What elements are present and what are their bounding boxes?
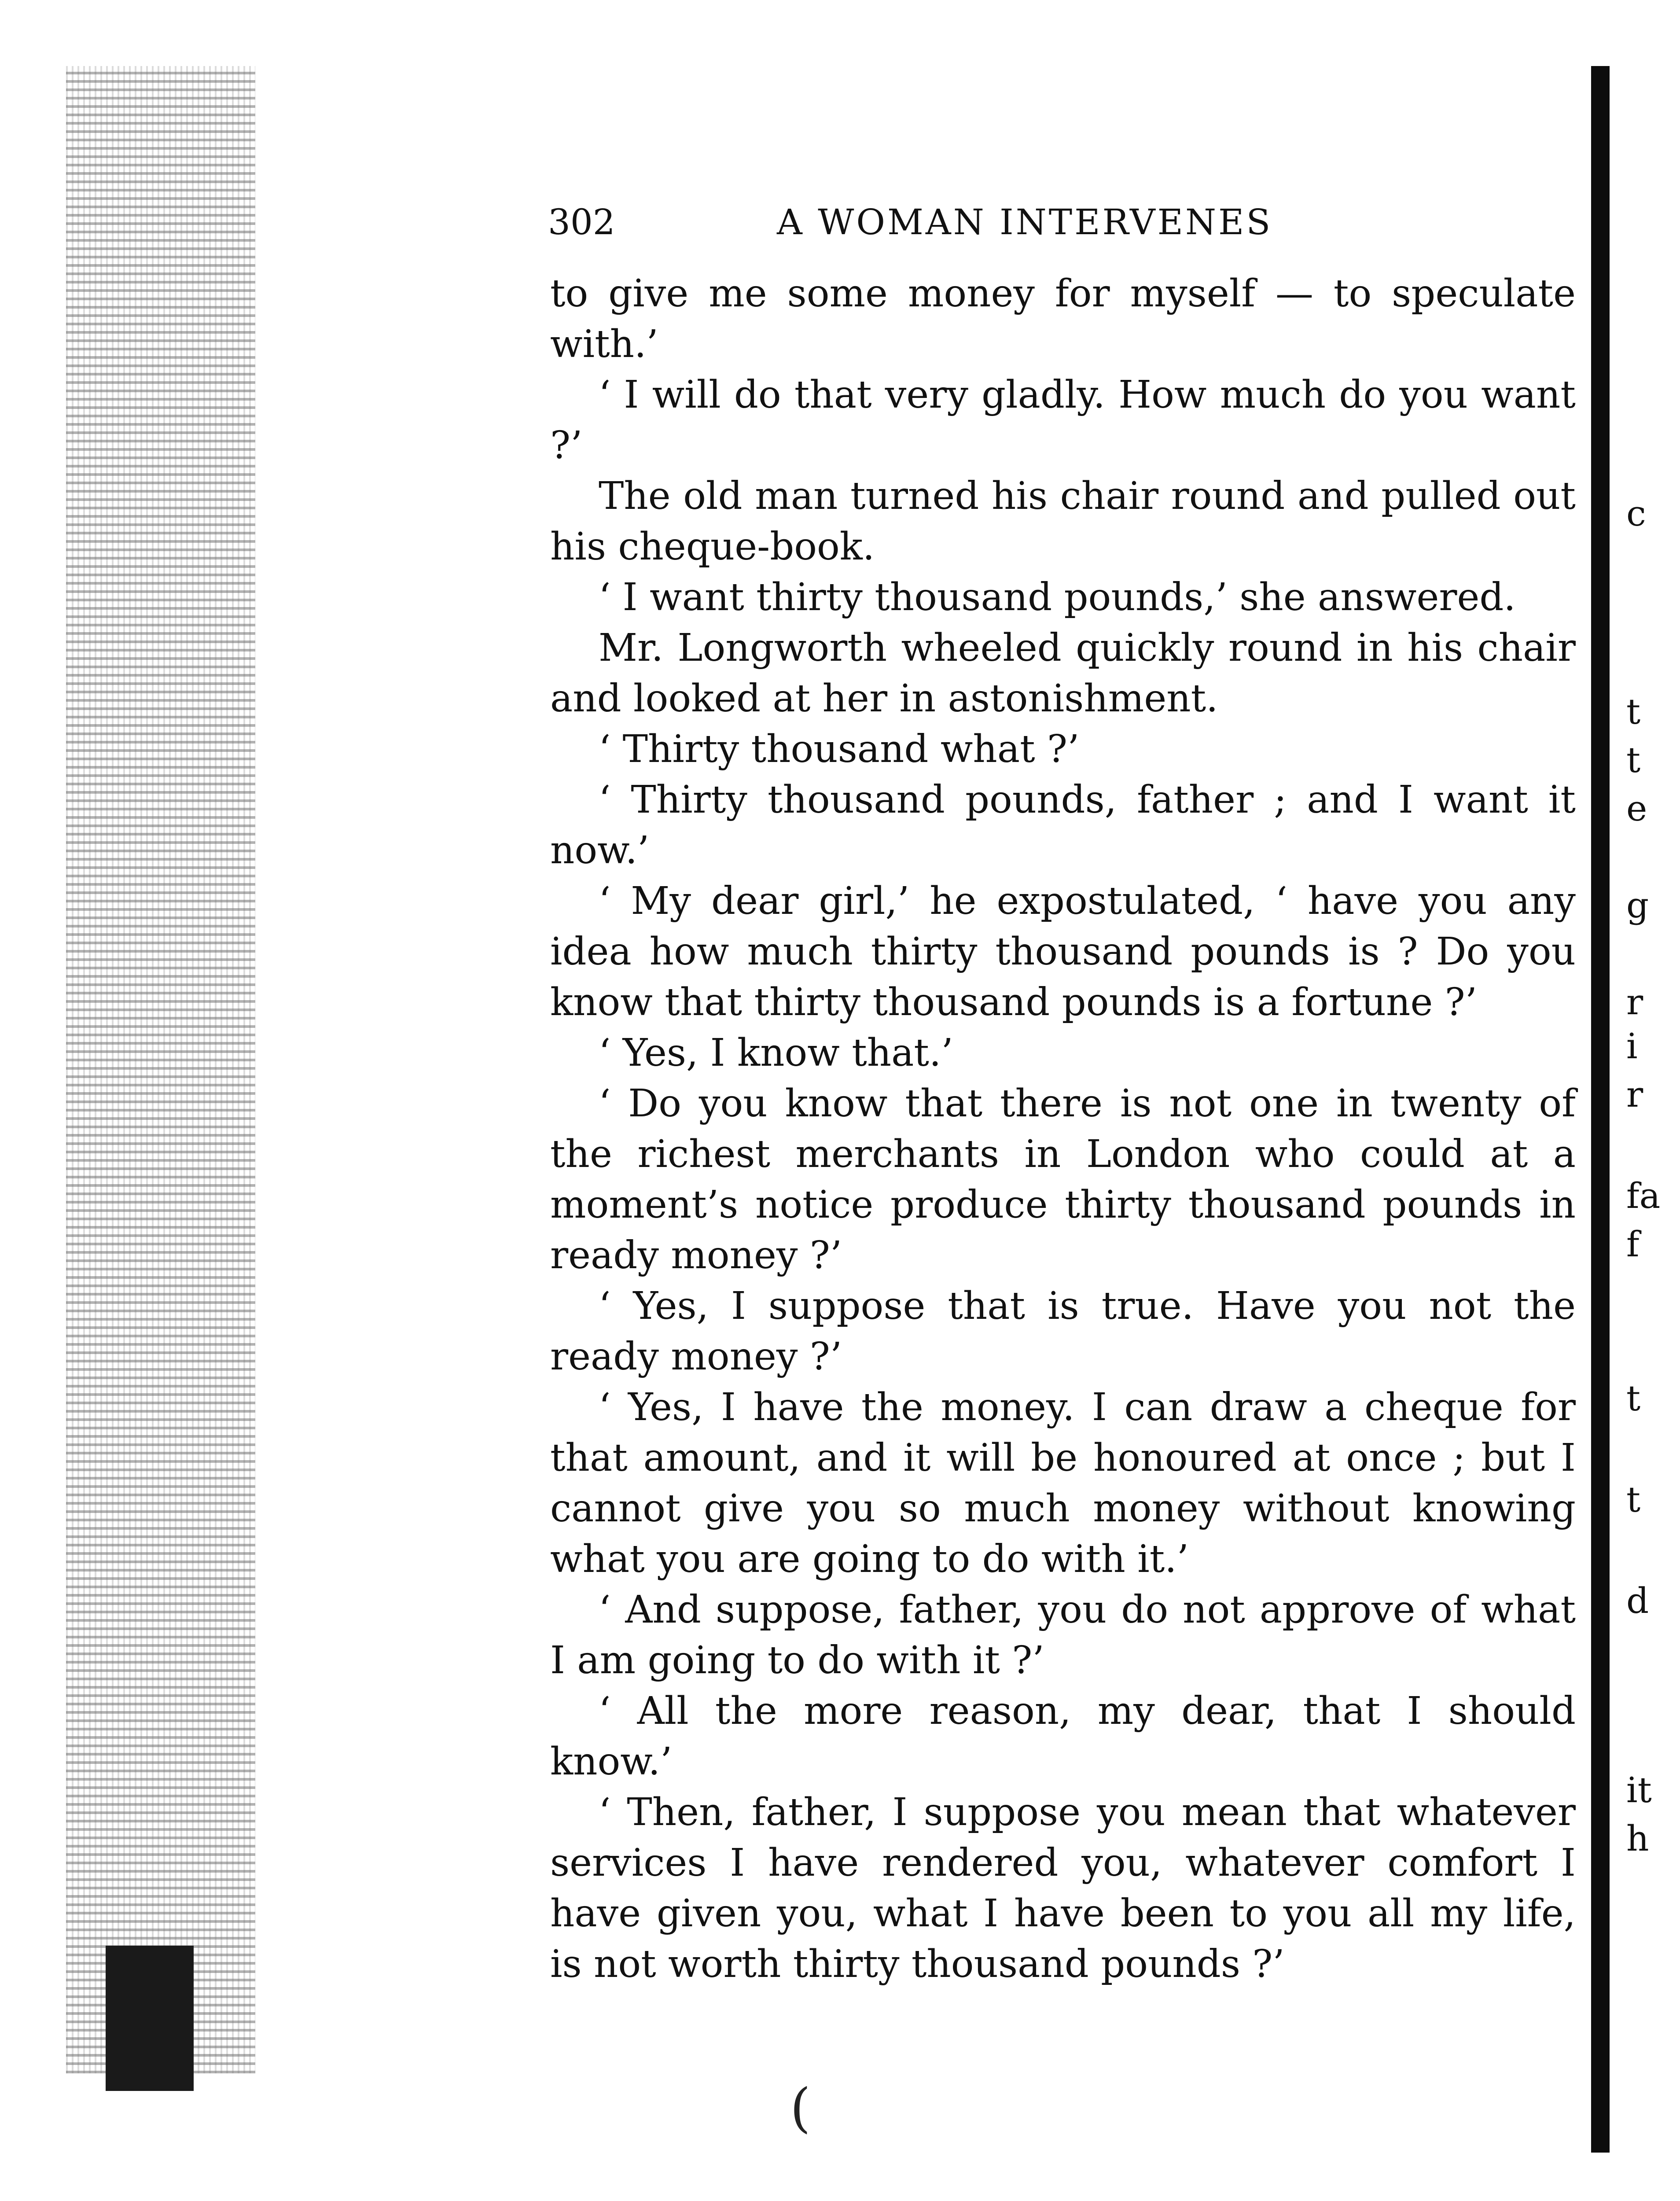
margin-fragment: d	[1626, 1580, 1649, 1621]
left-binding-shadow	[66, 66, 255, 2073]
margin-fragment: i	[1626, 1026, 1638, 1067]
margin-fragment: it	[1626, 1770, 1652, 1811]
page-number: 302	[548, 202, 615, 243]
paragraph: The old man turned his chair round and pulled out his cheque-book.	[550, 474, 1576, 569]
paragraph: to give me some money for myself — to speculate with.’	[550, 272, 1576, 366]
paragraph: ‘ Yes, I know that.’	[599, 1031, 953, 1075]
paragraph: ‘ And suppose, father, you do not approve of what I am going to do with it ?’	[550, 1588, 1576, 1682]
margin-fragment: t	[1626, 1479, 1641, 1520]
paragraph: ‘ All the more reason, my dear, that I should know.’	[550, 1689, 1576, 1784]
margin-fragment: c	[1626, 493, 1646, 534]
right-page-edge	[1591, 66, 1610, 2153]
margin-fragment: t	[1626, 1378, 1641, 1419]
margin-fragment: t	[1626, 691, 1641, 732]
running-title: A WOMAN INTERVENES	[777, 202, 1273, 243]
margin-fragment: r	[1626, 982, 1643, 1023]
left-binding-dark-patch	[106, 1946, 194, 2091]
margin-fragment: t	[1626, 740, 1641, 780]
paragraph: ‘ Yes, I suppose that is true. Have you not the ready money ?’	[550, 1284, 1576, 1379]
paragraph: Mr. Longworth wheeled quickly round in his chair and looked at her in astonishment.	[550, 626, 1576, 721]
margin-fragment: fa	[1626, 1175, 1661, 1216]
paragraph: ‘ Thirty thousand what ?’	[599, 727, 1080, 771]
paragraph: ‘ I want thirty thousand pounds,’ she answered.	[599, 575, 1516, 619]
paragraph: ‘ Thirty thousand pounds, father ; and I want it now.’	[550, 778, 1576, 872]
paragraph: ‘ I will do that very gladly. How much do you want ?’	[550, 373, 1576, 467]
margin-fragment: g	[1626, 885, 1649, 926]
margin-fragment: e	[1626, 788, 1647, 829]
paragraph: ‘ My dear girl,’ he expostulated, ‘ have you any idea how much thirty thousand pounds is ? Do you know that thirty thousand pounds is a fortune ?’	[550, 879, 1576, 1024]
margin-fragment: h	[1626, 1818, 1649, 1859]
paragraph: ‘ Do you know that there is not one in twenty of the richest merchants in London who could at a moment’s notice produce thirty thousand pounds in ready money ?’	[550, 1082, 1576, 1277]
paragraph: ‘ Then, father, I suppose you mean that whatever services I have rendered you, whatever comfort I have given you, what I have been to you all my life, is not worth thirty thousand pounds ?’	[550, 1790, 1576, 1986]
paragraph: ‘ Yes, I have the money. I can draw a cheque for that amount, and it will be honoured at once ; but I cannot give you so much money without knowing what you are going to do with it.’	[550, 1385, 1576, 1581]
scan-speck: (	[790, 2078, 811, 2139]
body-text	[550, 269, 1576, 1990]
page-header	[548, 194, 1573, 255]
margin-fragment: r	[1626, 1074, 1643, 1115]
margin-fragment: f	[1626, 1224, 1640, 1265]
